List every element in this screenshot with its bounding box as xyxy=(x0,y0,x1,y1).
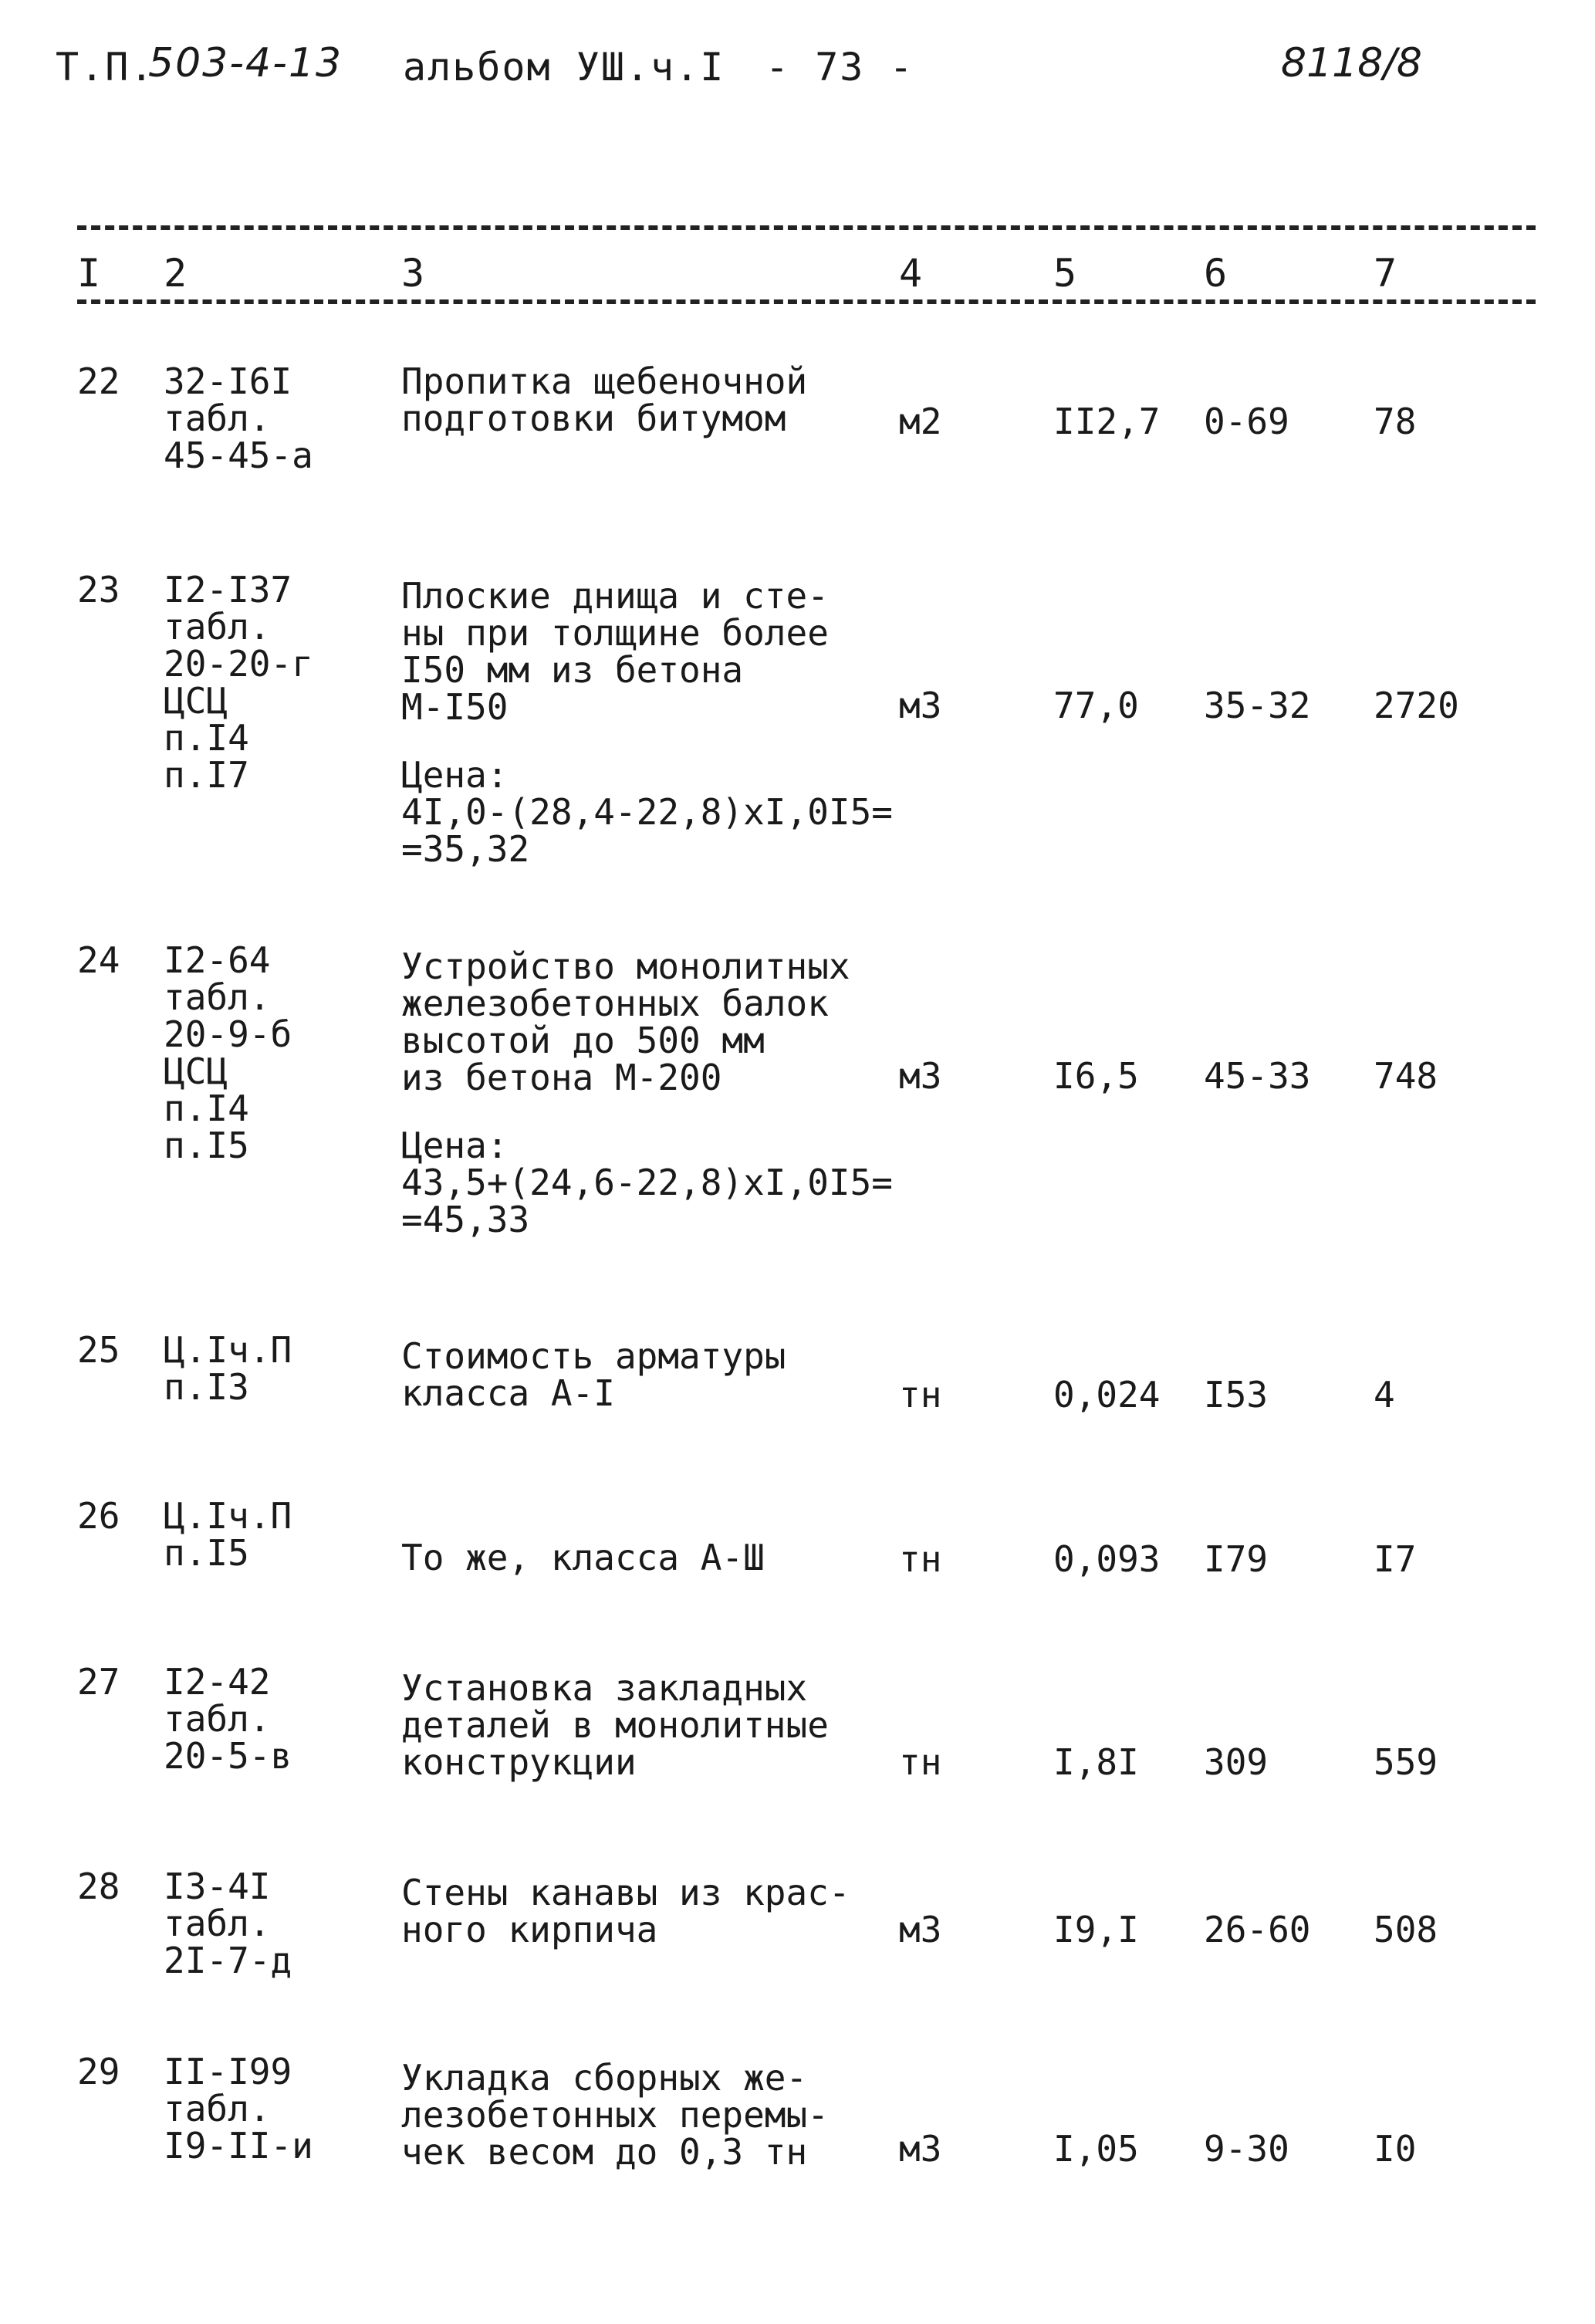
row-quantity: I,8I xyxy=(1053,1741,1139,1783)
column-header-5: 5 xyxy=(1053,251,1077,296)
row-description: Устройство монолитных железобетонных балок высотой до 500 мм из бетона М-200 xyxy=(401,945,850,1098)
row-unit-price: 45-33 xyxy=(1204,1055,1311,1097)
column-header-2: 2 xyxy=(164,251,188,296)
row-number: 26 xyxy=(77,1495,120,1537)
row-unit: м3 xyxy=(899,1055,942,1097)
row-unit-price: 35-32 xyxy=(1204,685,1311,726)
row-unit-price: 26-60 xyxy=(1204,1909,1311,1950)
row-total: I7 xyxy=(1374,1538,1417,1580)
row-unit: м2 xyxy=(899,401,942,442)
row-price-calculation: Цена: 43,5+(24,6-22,8)хI,0I5= =45,33 xyxy=(401,1125,893,1240)
column-header-3: 3 xyxy=(401,251,425,296)
row-description: Укладка сборных же- лезобетонных перемы- чек весом до 0,3 тн xyxy=(401,2057,829,2173)
row-number: 22 xyxy=(77,360,120,402)
row-price-calculation: Цена: 4I,0-(28,4-22,8)хI,0I5= =35,32 xyxy=(401,754,893,870)
header-project-number: 503-4-13 xyxy=(148,40,343,86)
row-reference: 32-I6I табл. 45-45-а xyxy=(164,360,313,476)
row-reference: Ц.Iч.П п.I5 xyxy=(164,1495,292,1574)
row-number: 24 xyxy=(77,939,120,981)
row-description: Стены канавы из крас- ного кирпича xyxy=(401,1872,850,1950)
row-total: 559 xyxy=(1374,1741,1438,1783)
row-unit: тн xyxy=(899,1374,942,1416)
row-reference: I2-I37 табл. 20-20-г ЦСЦ п.I4 п.I7 xyxy=(164,569,313,796)
row-reference: I3-4I табл. 2I-7-д xyxy=(164,1866,292,1981)
row-unit-price: 0-69 xyxy=(1204,401,1289,442)
column-header-4: 4 xyxy=(899,251,923,296)
row-number: 27 xyxy=(77,1661,120,1703)
row-unit: м3 xyxy=(899,2128,942,2170)
row-unit-price: 309 xyxy=(1204,1741,1269,1783)
sheet-number: 8118/8 xyxy=(1281,40,1422,86)
row-description: Пропитка щебеночной подготовки битумом xyxy=(401,360,808,439)
row-quantity: 77,0 xyxy=(1053,685,1139,726)
row-quantity: 0,093 xyxy=(1053,1538,1161,1580)
row-total: 2720 xyxy=(1374,685,1459,726)
row-quantity: I,05 xyxy=(1053,2128,1139,2170)
row-reference: Ц.Iч.П п.I3 xyxy=(164,1329,292,1408)
row-reference: II-I99 табл. I9-II-и xyxy=(164,2051,313,2167)
row-number: 23 xyxy=(77,569,120,611)
header-page-number: - 73 - xyxy=(765,45,914,90)
row-quantity: II2,7 xyxy=(1053,401,1161,442)
row-unit: тн xyxy=(899,1538,942,1580)
column-header-7: 7 xyxy=(1374,251,1397,296)
row-quantity: I9,I xyxy=(1053,1909,1139,1950)
row-total: 508 xyxy=(1374,1909,1438,1950)
row-total: 78 xyxy=(1374,401,1417,442)
row-number: 28 xyxy=(77,1866,120,1907)
row-description: Стоимость арматуры класса А-I xyxy=(401,1335,786,1414)
table-header-rule xyxy=(77,299,1536,304)
row-number: 29 xyxy=(77,2051,120,2092)
column-header-1: I xyxy=(77,251,101,296)
header-prefix: Т.П. xyxy=(56,45,155,90)
document-header xyxy=(56,37,1059,99)
row-reference: I2-64 табл. 20-9-б ЦСЦ п.I4 п.I5 xyxy=(164,939,292,1166)
row-quantity: I6,5 xyxy=(1053,1055,1139,1097)
row-total: I0 xyxy=(1374,2128,1417,2170)
table-top-rule xyxy=(77,225,1536,230)
header-album: альбом УШ.ч.I xyxy=(403,45,725,90)
row-reference: I2-42 табл. 20-5-в xyxy=(164,1661,292,1777)
row-unit: м3 xyxy=(899,685,942,726)
column-header-6: 6 xyxy=(1204,251,1228,296)
row-unit-price: I79 xyxy=(1204,1538,1269,1580)
row-description: Плоские днища и сте- ны при толщине более I50 мм из бетона М-I50 xyxy=(401,575,829,728)
row-quantity: 0,024 xyxy=(1053,1374,1161,1416)
row-unit-price: 9-30 xyxy=(1204,2128,1289,2170)
row-total: 748 xyxy=(1374,1055,1438,1097)
row-unit: м3 xyxy=(899,1909,942,1950)
row-number: 25 xyxy=(77,1329,120,1371)
row-unit-price: I53 xyxy=(1204,1374,1269,1416)
row-total: 4 xyxy=(1374,1374,1395,1416)
row-unit: тн xyxy=(899,1741,942,1783)
row-description: То же, класса А-Ш xyxy=(401,1537,765,1578)
row-description: Установка закладных деталей в монолитные конструкции xyxy=(401,1667,829,1783)
